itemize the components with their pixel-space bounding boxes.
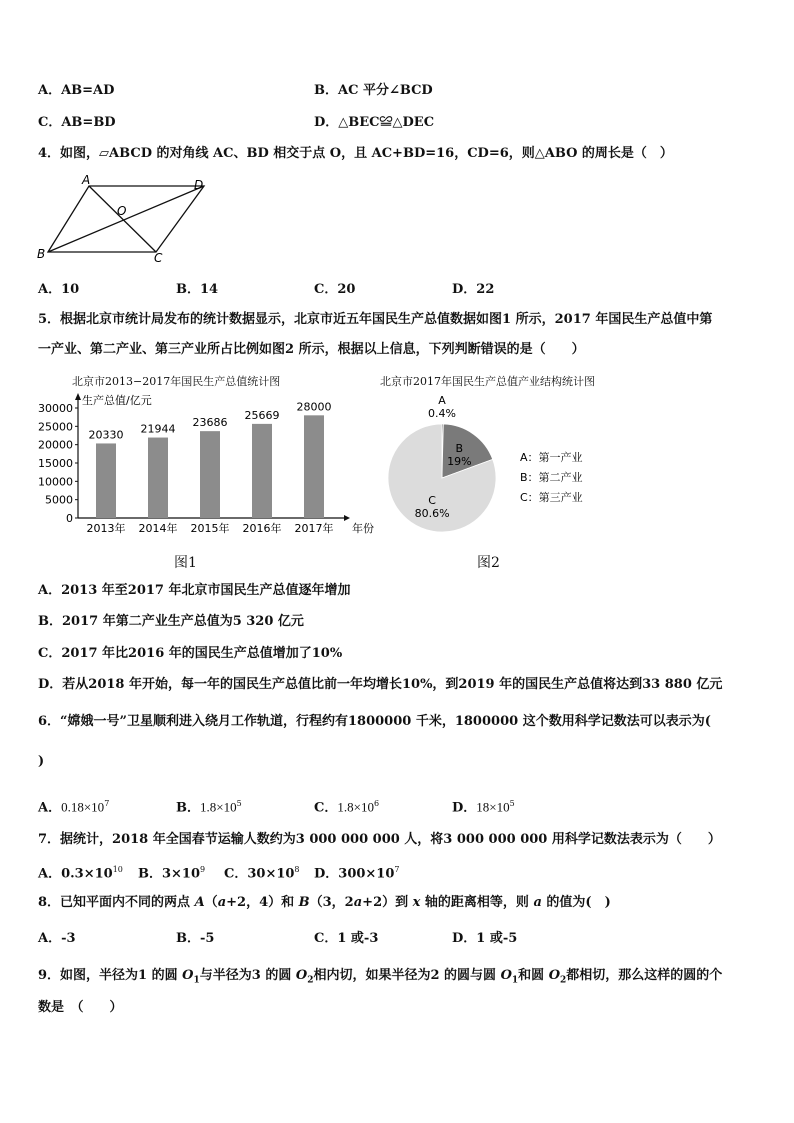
q5-option-d: D．若从2018 年开始，每一年的国民生产总值比前一年均增长10%，到2019 年的国民生产总值将达到33 880 亿元 [38,677,723,692]
pie-percent-label: 19% [447,454,472,468]
q3-option-d: D．△BEC≌△DEC [314,115,435,130]
bar [148,438,168,518]
y-tick-label: 25000 [38,420,73,434]
q6-stem-line1: 6．“嫦娥一号”卫星顺利进入绕月工作轨道，行程约有1800000 千米，1800000 这个数用科学记数法可以表示为( [38,714,711,729]
q5-option-c: C．2017 年比2016 年的国民生产总值增加了10% [38,646,343,661]
vertex-label-d: D [194,178,204,192]
q4-option-b: B．14 [176,282,219,297]
legend-entry: C：第三产业 [520,491,583,504]
q6-option-d: D．$18\times 10^5$ [452,799,515,816]
vertex-label-a: A [82,173,91,187]
y-axis-label: 生产总值/亿元 [82,394,152,407]
q5-option-a: A．2013 年至2017 年北京市国民生产总值逐年增加 [38,583,351,598]
pie-slice-letter-label: C [428,493,436,507]
q8-option-d: D．1 或-5 [452,931,518,946]
x-tick-label: 2016年 [242,522,282,535]
q6-option-a: A．$0.18\times 10^7$ [38,799,110,816]
bar-chart-title: 北京市2013−2017年国民生产总值统计图 [72,375,281,388]
center-label-o: O [117,204,127,218]
x-axis-arrow [344,515,350,521]
q7-option-d: D．$300\times 10^7$ [314,865,400,882]
q6-option-c: C．$1.8\times 10^6$ [314,799,380,816]
legend-entry: B：第二产业 [520,471,583,484]
bar-chart [30,390,374,540]
y-tick-label: 20000 [38,438,73,452]
x-tick-label: 2014年 [138,522,178,535]
bar [304,415,324,518]
legend-entry: A：第一产业 [520,451,583,464]
y-tick-label: 15000 [38,457,73,470]
pie-slice-letter-label: B [455,441,464,455]
vertex-label-c: C [154,251,163,265]
q6-option-b: B．$1.8\times 10^5$ [176,799,242,816]
pie-chart-title: 北京市2017年国民生产总值产业结构统计图 [380,375,595,388]
bar [252,424,272,518]
pie-percent-label: 80.6% [414,506,450,520]
q8-option-b: B．-5 [176,931,215,946]
pie-slice-letter-label: A [438,394,446,407]
bar-value-label: 28000 [296,400,332,414]
q4-option-c: C．20 [314,282,356,297]
bar-value-label: 21944 [140,422,176,436]
q8-option-a: A．-3 [38,931,76,946]
q9-stem-line1: 9．如图，半径为1 的圆 $O_1$与半径为3 的圆 $O_2$相内切，如果半径为2 的圆与圆 $O_1$和圆 $O_2$都相切，那么这样的圆的个 [38,968,723,986]
x-axis-label: 年份 [352,522,374,535]
diagonal-ac [89,186,156,252]
bar-value-label: 20330 [88,428,124,442]
q6-stem-line2: ) [38,754,45,769]
bar-value-label: 23686 [192,416,228,430]
figure2-caption: 图2 [477,555,500,571]
bar [96,443,116,518]
y-axis-arrow [75,393,81,400]
q3-option-a: A．AB=AD [38,83,115,98]
parallelogram-figure [32,174,222,266]
q7-option-b: B．$3\times 10^9$ [138,865,206,882]
q4-option-d: D．22 [452,282,495,297]
y-tick-label: 10000 [38,475,73,489]
x-tick-label: 2013年 [86,522,126,535]
bar-value-label: 25669 [244,408,280,422]
pie-percent-label: 0.4% [428,407,456,420]
q7-stem: 7．据统计，2018 年全国春节运输人数约为3 000 000 000 人，将3 000 000 000 用科学记数法表示为（ ） [38,832,721,847]
figure1-caption: 图1 [174,555,197,571]
q3-option-b: B．AC 平分∠BCD [314,83,433,98]
q3-option-c: C．AB=BD [38,115,116,130]
q7-option-a: A．$0.3\times 10^{10}$ [38,865,123,882]
x-tick-label: 2017年 [294,522,334,535]
vertex-label-b: B [37,247,46,261]
q8-option-c: C．1 或-3 [314,931,379,946]
y-tick-label: 5000 [45,493,73,507]
q5-stem-line1: 5．根据北京市统计局发布的统计数据显示，北京市近五年国民生产总值数据如图1 所示，2017 年国民生产总值中第 [38,312,713,327]
pie-chart [380,392,630,542]
q5-option-b: B．2017 年第二产业生产总值为5 320 亿元 [38,614,304,629]
y-tick-label: 30000 [38,402,73,415]
x-tick-label: 2015年 [190,522,230,535]
q8-stem: 8．已知平面内不同的两点 A（a+2，4）和 B（3，2a+2）到 x 轴的距离相等，则 a 的值为( ) [38,895,611,910]
q5-stem-line2: 一产业、第二产业、第三产业所占比例如图2 所示，根据以上信息，下列判断错误的是（ ） [38,342,585,357]
bar [200,431,220,518]
q9-stem-line2: 数是 （ ） [38,1000,123,1015]
q4-option-a: A．10 [38,282,80,297]
q4-stem: 4．如图，▱ABCD 的对角线 AC、BD 相交于点 O，且 AC+BD=16，CD=6，则△ABO 的周长是（ ） [38,146,673,161]
q7-option-c: C．$30\times 10^8$ [224,865,300,882]
y-tick-label: 0 [66,512,73,525]
